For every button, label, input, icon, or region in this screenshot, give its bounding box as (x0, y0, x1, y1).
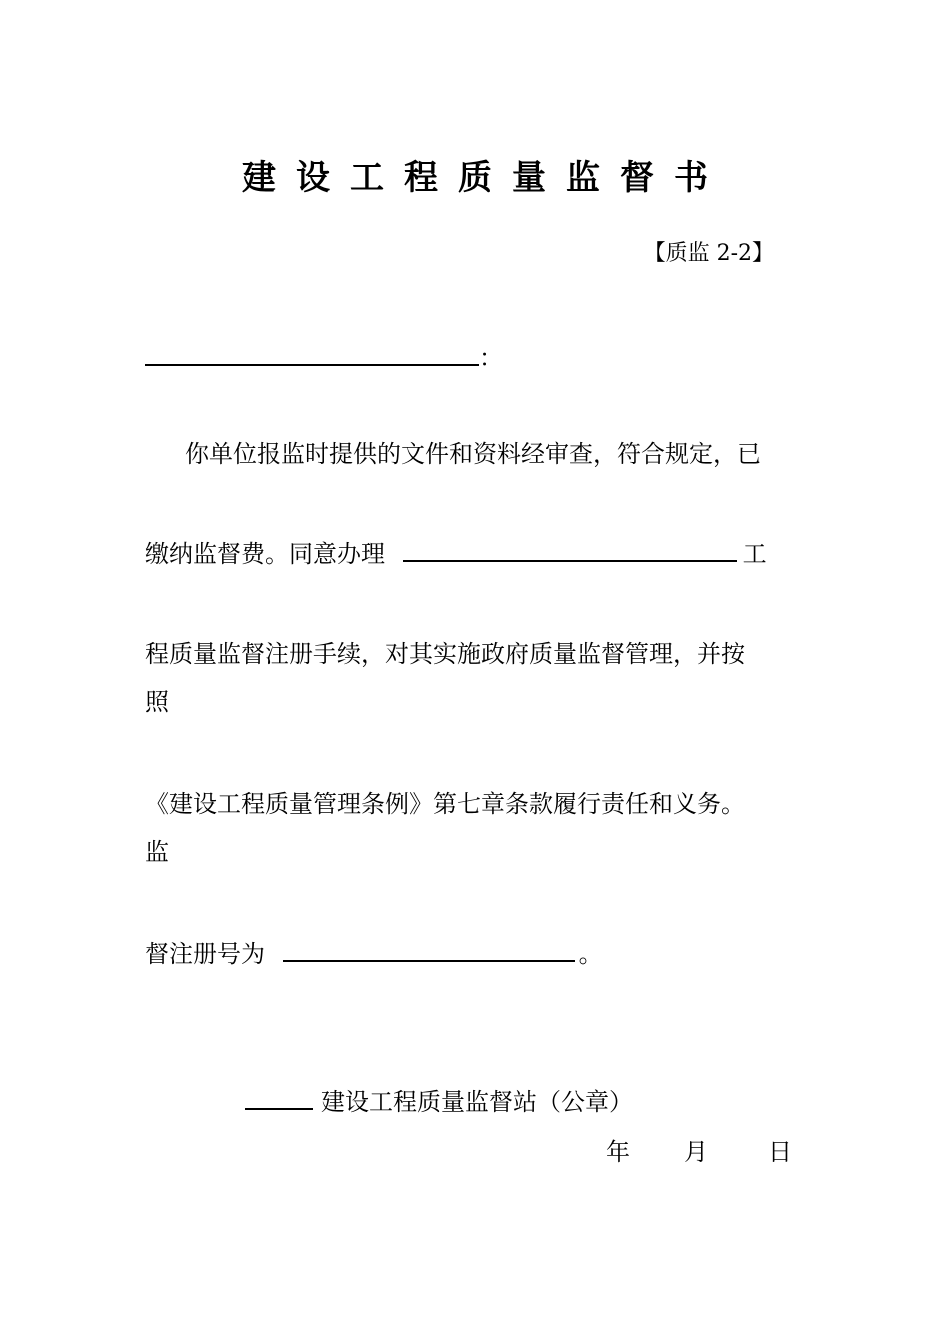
paragraph-line-3: 程质量监督注册手续，对其实施政府质量监督管理，并按 (145, 640, 745, 668)
paragraph-line-6: 监 (145, 838, 169, 866)
station-name-text: 建设工程质量监督站（公章） (321, 1088, 633, 1116)
paragraph-line-7-text: 督注册号为 (145, 940, 265, 968)
signature-date (606, 1132, 792, 1167)
project-name-blank (403, 559, 737, 562)
paragraph-line-4: 照 (145, 688, 169, 716)
recipient-colon: ： (479, 344, 503, 372)
date-month: 月 (684, 1138, 708, 1166)
signature-station-line (245, 1082, 633, 1117)
paragraph-line-7-end: 。 (578, 940, 603, 968)
date-year: 年 (606, 1138, 630, 1166)
recipient-blank (145, 363, 479, 366)
paragraph-line-1: 你单位报监时提供的文件和资料经审查，符合规定，已 (185, 440, 761, 468)
document-title: 建设工程质量监督书 (242, 158, 728, 198)
paragraph-line-5: 《建设工程质量管理条例》第七章条款履行责任和义务。 (145, 790, 745, 818)
recipient-line (145, 338, 503, 373)
paragraph-line-2-text: 缴纳监督费。同意办理 (145, 540, 385, 568)
station-name-blank (245, 1107, 313, 1110)
paragraph-line-2 (145, 534, 767, 569)
date-day: 日 (768, 1138, 792, 1166)
form-code: 【质监 2-2】 (643, 241, 774, 266)
paragraph-line-2-end: 工 (742, 540, 767, 568)
registration-number-blank (283, 959, 575, 962)
paragraph-line-7 (145, 934, 603, 969)
